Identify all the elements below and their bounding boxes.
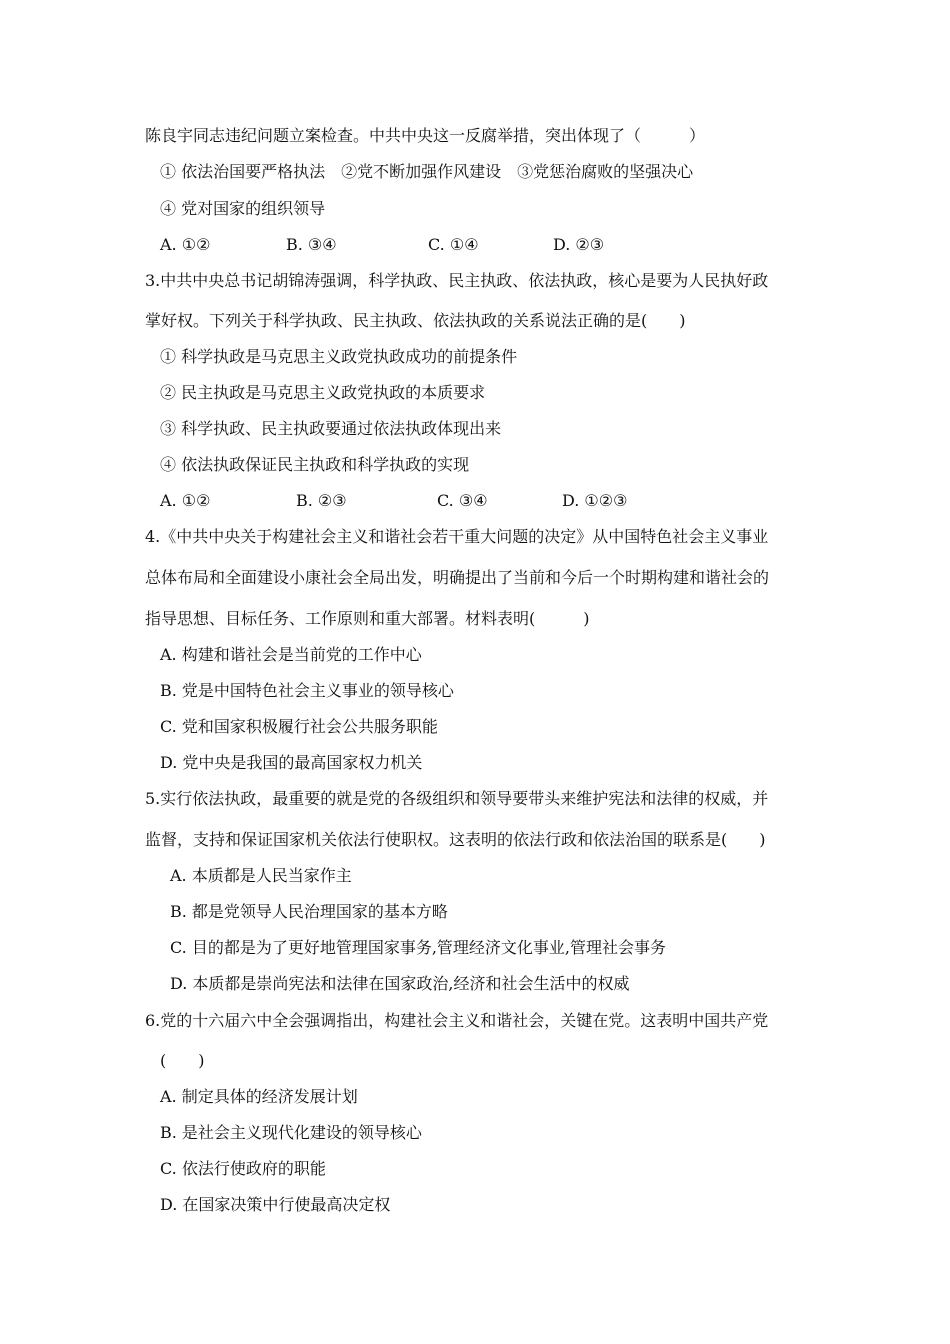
q5-stem-line-1: 5.实行依法执政，最重要的就是党的各级组织和领导要带头来维护宪法和法律的权威，并 [145, 789, 769, 808]
q2-option-b: B. ③④ [286, 235, 337, 254]
q5-option-a: A. 本质都是人民当家作主 [170, 866, 352, 885]
q2-option-a: A. ①② [160, 235, 211, 254]
q4-option-a: A. 构建和谐社会是当前党的工作中心 [160, 645, 422, 664]
q5-option-b: B. 都是党领导人民治理国家的基本方略 [170, 902, 448, 921]
q6-option-d: D. 在国家决策中行使最高决定权 [160, 1195, 391, 1214]
q3-option-d: D. ①②③ [562, 491, 628, 510]
q2-stem-tail: 陈良宇同志违纪问题立案检查。中共中央这一反腐举措，突出体现了（ ） [145, 126, 706, 145]
q4-stem-line-2: 总体布局和全面建设小康社会全局出发，明确提出了当前和今后一个时期构建和谐社会的 [145, 568, 770, 587]
q3-stem-line-2: 掌好权。下列关于科学执政、民主执政、依法执政的关系说法正确的是( ) [145, 311, 686, 330]
q2-options [160, 235, 720, 255]
q3-option-b: B. ②③ [296, 491, 347, 510]
q2-statement-1: ① 依法治国要严格执法 ②党不断加强作风建设 ③党惩治腐败的坚强决心 [160, 162, 694, 181]
q3-statement-4: ④ 依法执政保证民主执政和科学执政的实现 [160, 455, 470, 474]
q4-option-c: C. 党和国家积极履行社会公共服务职能 [160, 717, 438, 736]
q6-stem-line-2: ( ) [160, 1051, 205, 1070]
q6-option-a: A. 制定具体的经济发展计划 [160, 1087, 358, 1106]
q5-option-c: C. 目的都是为了更好地管理国家事务,管理经济文化事业,管理社会事务 [170, 938, 667, 957]
q3-stem-line-1: 3.中共中央总书记胡锦涛强调，科学执政、民主执政、依法执政，核心是要为人民执好政 [145, 271, 769, 290]
q4-stem-line-1: 4.《中共中央关于构建社会主义和谐社会若干重大问题的决定》从中国特色社会主义事业 [145, 527, 769, 546]
q2-option-d: D. ②③ [553, 235, 605, 254]
q2-statement-2: ④ 党对国家的组织领导 [160, 199, 326, 218]
q3-statement-1: ① 科学执政是马克思主义政党执政成功的前提条件 [160, 347, 518, 366]
q5-option-d: D. 本质都是崇尚宪法和法律在国家政治,经济和社会生活中的权威 [170, 974, 630, 993]
q3-option-c: C. ③④ [437, 491, 488, 510]
q4-option-b: B. 党是中国特色社会主义事业的领导核心 [160, 681, 454, 700]
q2-option-c: C. ①④ [428, 235, 479, 254]
q6-option-b: B. 是社会主义现代化建设的领导核心 [160, 1123, 422, 1142]
q5-stem-line-2: 监督，支持和保证国家机关依法行使职权。这表明的依法行政和依法治国的联系是( ) [145, 830, 766, 849]
q3-statement-3: ③ 科学执政、民主执政要通过依法执政体现出来 [160, 419, 502, 438]
q6-stem-line-1: 6.党的十六届六中全会强调指出，构建社会主义和谐社会，关键在党。这表明中国共产党 [145, 1011, 769, 1030]
q6-option-c: C. 依法行使政府的职能 [160, 1159, 326, 1178]
q3-option-a: A. ①② [160, 491, 211, 510]
q3-statement-2: ② 民主执政是马克思主义政党执政的本质要求 [160, 383, 486, 402]
q3-options [160, 491, 720, 511]
q4-option-d: D. 党中央是我国的最高国家权力机关 [160, 753, 423, 772]
q4-stem-line-3: 指导思想、目标任务、工作原则和重大部署。材料表明( ) [145, 609, 590, 628]
